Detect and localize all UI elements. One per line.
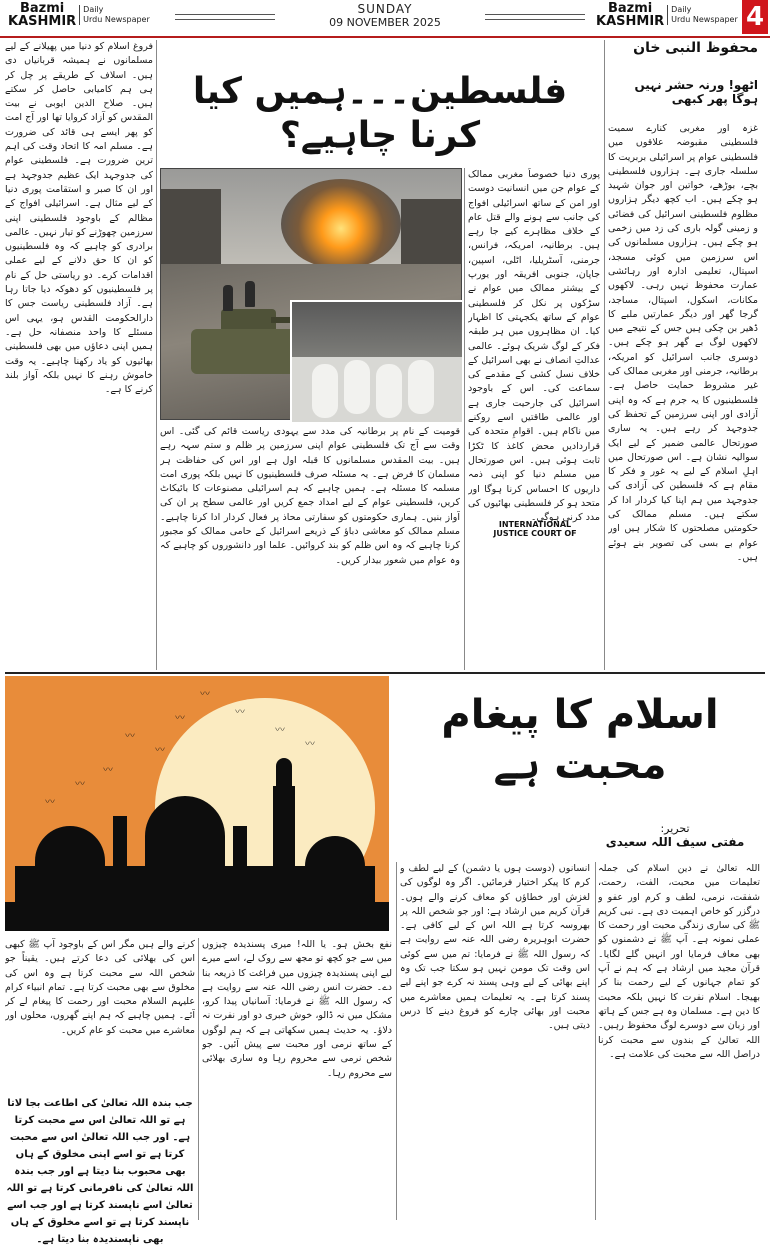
column-divider: [604, 40, 605, 670]
mosque-silhouette-illustration: [5, 676, 389, 931]
masthead-left: [8, 2, 150, 28]
masthead-subtitle: Daily Urdu Newspaper: [79, 5, 150, 25]
column-divider: [464, 168, 465, 670]
article1-column-3: قومیت کے نام پر برطانیہ کی مدد سے یہودی ریاست قائم کی گئی۔ اس وقت سے آج تک فلسطینی عوام اپنی سرزمین پر ظلم و ستم سہہ رہے ہیں۔ بیت المقدس مسلمانوں کا قبلہ اول ہے اور اس کی حفاظت ہر مسلمان کا فرض ہے۔ یہ مسئلہ صرف فلسطینیوں کا نہیں بلکہ پوری امت مسلمہ کا مسئلہ ہے۔ ہمیں چاہیے کہ ہم اسرائیلی مصنوعات کا بائیکاٹ کریں، فلسطینی عوام کے لیے امداد جمع کریں اور عالمی سطح پر ان کی آواز بنیں۔ ہماری حکومتوں کو سفارتی محاذ پر فعال کردار ادا کرنا چاہیے۔ مسلم ممالک کو معاشی دباؤ کے ذریعے اسرائیل کے حامی ممالک کو مجبور کرنا چاہیے کہ وہ اس ظلم کو بند کروائیں۔ علما اور دانشوروں کو چاہیے کہ وہ عوام میں شعور بیدار کریں۔: [160, 426, 460, 566]
mosque-dome: [145, 796, 225, 886]
header-date: SUNDAY 09 NOVEMBER 2025: [329, 2, 441, 29]
photo-mourners: [292, 302, 462, 357]
photo-person: [223, 285, 233, 311]
bird-icon: 〰: [305, 739, 315, 750]
page-header: [0, 0, 770, 38]
mosque-tower: [273, 786, 295, 906]
article1-tagline: اٹھو! ورنہ حشر نہیں ہوگا پھر کبھی: [634, 78, 758, 106]
column-divider: [595, 862, 596, 1220]
mosque-tower-top: [276, 758, 292, 788]
photo-explosion: [281, 179, 401, 269]
mosque-minaret: [233, 826, 247, 906]
bird-icon: 〰: [75, 779, 85, 790]
article2-pull-quote: جب بندہ اللہ تعالیٰ کی اطاعت بجا لاتا ہے تو اللہ تعالیٰ اس سے محبت کرتا ہے۔ اور جب اللہ تعالیٰ اس سے محبت کرتا ہے تو اسے اپنی مخلوق کے ہاں بھی محبوب بنا دیتا ہے اور جب بندہ اللہ تعالیٰ کی نافرمانی کرتا ہے تو اللہ تعالیٰ اسے ناپسند کرتا ہے اور جب اسے ناپسند کرتا ہے تو اسے مخلوق کے ہاں بھی ناپسندیدہ بنا دیتا ہے۔: [6, 1098, 194, 1245]
photo-tank: [191, 329, 301, 374]
bird-icon: 〰: [155, 745, 165, 756]
section-divider: [5, 672, 765, 674]
article2-headline: اسلام کا پیغام محبت ہے: [441, 692, 719, 788]
masthead-subtitle: Daily Urdu Newspaper: [667, 5, 738, 25]
header-ornament-left: [175, 14, 275, 20]
article2-column-3: نفع بخش ہو۔ یا اللہ! میری پسندیدہ چیزوں میں سے جو کچھ تو مجھ سے روک لے، اسے میرے لیے اپنی پسندیدہ چیزوں میں فراغت کا ذریعہ بنا دے۔ حضرت انس رضی اللہ عنہ سے روایت ہے کہ رسول اللہ ﷺ نے فرمایا: آسانیاں پیدا کرو، مشکل میں نہ ڈالو، خوش خبری دو اور نفرت نہ دلاؤ۔ یہ حدیث ہمیں سکھاتی ہے کہ ہم لوگوں کے ساتھ نرمی اور محبت سے پیش آئیں۔ جو شخص نرمی سے محروم رہا وہ ساری بھلائی سے محروم رہا۔: [202, 939, 392, 1079]
photo-shroud: [344, 360, 370, 414]
article2-column-4: کرنے والے ہیں مگر اس کے باوجود آپ ﷺ کبھی اس کی بھلائی کی دعا کرتے ہیں۔ یقیناً جو شخص اللہ سے محبت کرتا ہے وہ اس کی مخلوق سے بھی محبت کرتا ہے۔ تمام انبیاء کرام علیہم السلام محبت اور رحمت کا پیغام لے کر آئے۔ ہمیں چاہیے کہ ہم اپنے گھروں، محلوں اور معاشرے میں محبت کو عام کریں۔: [5, 939, 195, 1036]
article1-column-2: پوری دنیا خصوصاً مغربی ممالک کے عوام جن میں انسانیت دوست اور امن کے ساتھ اسرائیلی افواج کی جانب سے ہونے والے قتل عام کے خلاف مظاہرے کیے جا رہے ہیں۔ برطانیہ، امریکہ، فرانس، جرمنی، آسٹریلیا، اٹلی، اسپین، جاپان، جنوبی افریقہ اور یورپ کے بیشتر ممالک میں عوام نے سڑکوں پر نکل کر فلسطینی عوام کے ساتھ یکجہتی کا اظہار کیا۔ ان مظاہروں میں ہر طبقہ فکر کے لوگ شریک ہوئے۔ عالمی عدالتِ انصاف نے بھی اسرائیل کے خلاف نسل کشی کے مقدمے کی سماعت کی۔ اس کے باوجود اسرائیل کی جارحیت جاری ہے اور عالمی طاقتیں اسے روکنے میں ناکام ہیں۔ اقوامِ متحدہ کی قراردادیں محض کاغذ کا ٹکڑا ثابت ہوئی ہیں۔ اس صورتحال میں مسلم دنیا کو اپنی ذمہ داریوں کا احساس کرنا ہوگا اور متحد ہو کر فلسطینی بھائیوں کی مدد کرنی ہوگی۔: [468, 169, 600, 524]
article2-author: مفتی سیف اللہ سعیدی: [605, 835, 745, 849]
masthead-right: [596, 2, 738, 28]
bird-icon: 〰: [125, 731, 135, 742]
mosque-minaret: [113, 816, 127, 906]
article1-column-1: غزہ اور مغربی کنارے سمیت فلسطینی مقبوضہ علاقوں میں فلسطینی عوام پر اسرائیلی بربریت کا سلسلہ جاری ہے۔ ہزاروں فلسطینی بچے، بوڑھے، خواتین اور جوان شہید ہو چکے ہیں۔ اب کچھ دیگر ہزاروں مظلوم فلسطینی اسرائیل کی فضائی و زمینی گولہ باری کی زد میں زخمی ہو چکے ہیں۔ ہزاروں مسلمانوں کی اس سرزمین میں کوئی مسجد، اسپتال، تعلیمی ادارہ اور رہائشی عمارت محفوظ نہیں رہی۔ لاکھوں مکانات، اسکول، اسپتال، مساجد، گرجا گھر اور دیگر عمارتیں ملبے کا ڈھیر بن چکی ہیں جس کے نتیجے میں لاکھوں لوگ بے گھر ہو چکے ہیں۔ دوسری جانب اسرائیل کو امریکہ، برطانیہ، جرمنی اور مغربی ممالک کی غیر مشروط حمایت حاصل ہے۔ فلسطینیوں کا یہ جرم ہے کہ وہ اپنی آزادی اور اپنی سرزمین کے تحفظ کی جدوجہد کر رہے ہیں۔ یہ ساری صورتحال عالمی ضمیر کے لیے ایک سوالیہ نشان ہے۔ اس صورتحال میں اہلِ اسلام کے لیے یہ غور و فکر کا مقام ہے کہ فلسطین کی آزادی کی جدوجہد میں ہم اپنا کیا کردار ادا کر سکتے ہیں۔ مسلم ممالک کی حکومتیں مصلحتوں کا شکار ہیں اور عوام بے بسی کی تصویر بنے ہوئے ہیں۔: [608, 123, 758, 563]
bird-icon: 〰: [175, 713, 185, 724]
bird-icon: 〰: [275, 725, 285, 736]
article1-column-4: فروغ اسلام کو دنیا میں پھیلانے کے لیے مسلمانوں نے ہمیشہ قربانیاں دی ہیں۔ اسلاف کے طریقے پر چل کر ہی ہم کامیابی حاصل کر سکتے ہیں۔ صلاح الدین ایوبی نے بیت المقدس کو آزاد کروایا تھا اور آج امت کو پھر ایسے ہی قائد کی ضرورت ہے۔ مسلم امہ کا اتحاد وقت کی اہم ترین ضرورت ہے۔ فلسطینی عوام کی جدوجہد ایک عظیم جدوجہد ہے اور ان کا صبر و استقامت پوری دنیا کے لیے مثال ہے۔ اسرائیلی افواج کے مظالم کے باوجود فلسطینی اپنی سرزمین چھوڑنے کو تیار نہیں۔ عالمی برادری کو چاہیے کہ وہ فلسطینیوں کو ان کا حق دلانے کے لیے عملی اقدامات کرے۔ دو ریاستی حل کے نام پر فلسطینیوں کو دھوکہ دیا جاتا رہا ہے۔ آزاد فلسطینی ریاست جس کا دارالحکومت القدس ہو، یہی اس مسئلے کا واحد منصفانہ حل ہے۔ ہمیں اپنی دعاؤں میں بھی فلسطینی بھائیوں کو یاد رکھنا چاہیے۔ یہ وقت خاموش رہنے کا نہیں بلکہ آواز بلند کرنے کا ہے۔: [5, 41, 153, 396]
bird-icon: 〰: [235, 707, 245, 718]
funeral-inset-photo: [290, 300, 464, 424]
column-divider: [198, 938, 199, 1220]
header-ornament-right: [485, 14, 585, 20]
article1-author: محفوظ النبی خان: [633, 40, 758, 56]
photo-shroud: [408, 360, 434, 414]
masthead-name: Bazmi KASHMIR: [596, 1, 665, 29]
masthead-name: Bazmi KASHMIR: [8, 1, 77, 29]
article2-column-2: انسانوں (دوست ہوں یا دشمن) کے لیے لطف و کرم کا پیکر اختیار فرمائیں۔ اگر وہ لوگوں کی لغزش اور خطاؤں کو معاف کرنے والے ہوں۔ قرآن کریم میں ارشاد ہے: اور جو شخص اللہ پر بھروسہ کرتا ہے اللہ اس کے لیے کافی ہے۔ حضرت ابوہریرہ رضی اللہ عنہ سے روایت ہے کہ رسول اللہ ﷺ نے فرمایا: تم میں سے کوئی اس وقت تک مومن نہیں ہو سکتا جب تک وہ اپنے بھائی کے لیے وہی پسند نہ کرے جو اپنے لیے پسند کرتا ہے۔ یہ تعلیمات ہمیں معاشرے میں محبت اور بھائی چارے کو فروغ دینے کا درس دیتی ہیں۔: [400, 863, 590, 1032]
bird-icon: 〰: [200, 689, 210, 700]
article1-byline: [608, 40, 758, 106]
article1-english-caption: INTERNATIONAL JUSTICE COURT OF: [493, 520, 577, 538]
photo-shroud: [376, 364, 402, 418]
column-divider: [396, 862, 397, 1220]
page-number: 4: [742, 0, 768, 34]
photo-shroud: [312, 364, 338, 418]
illustration-ground: [5, 902, 389, 931]
article1-headline: فلسطین۔۔۔ہمیں کیا کرنا چاہیے؟: [192, 71, 568, 156]
column-divider: [156, 40, 157, 670]
bird-icon: 〰: [45, 797, 55, 808]
mosque-dome: [35, 826, 105, 886]
article2-byline: تحریر: مفتی سیف اللہ سعیدی: [600, 822, 750, 849]
photo-person: [245, 281, 255, 307]
article2-column-1: اللہ تعالیٰ نے دین اسلام کی جملہ تعلیمات میں محبت، الفت، رحمت، شفقت، نرمی، لطف و کرم اور عفو و درگزر کو خاص اہمیت دی ہے۔ نبی کریم ﷺ کی ساری زندگی محبت اور رحمت کا عملی نمونہ ہے۔ آپ ﷺ نے دشمنوں کو بھی معاف فرمایا اور انہیں گلے لگایا۔ قرآن مجید میں ارشاد ہے کہ ہم نے آپ کو تمام جہانوں کے لیے رحمت بنا کر بھیجا۔ اسلام نفرت کا نہیں بلکہ محبت کا دین ہے۔ مسلمان وہ ہے جس کے ہاتھ اور زبان سے دوسرے لوگ محفوظ رہیں۔ اللہ تعالیٰ کے بندوں سے محبت کرنا دراصل اللہ سے محبت کی علامت ہے۔: [598, 863, 760, 1060]
bird-icon: 〰: [103, 765, 113, 776]
